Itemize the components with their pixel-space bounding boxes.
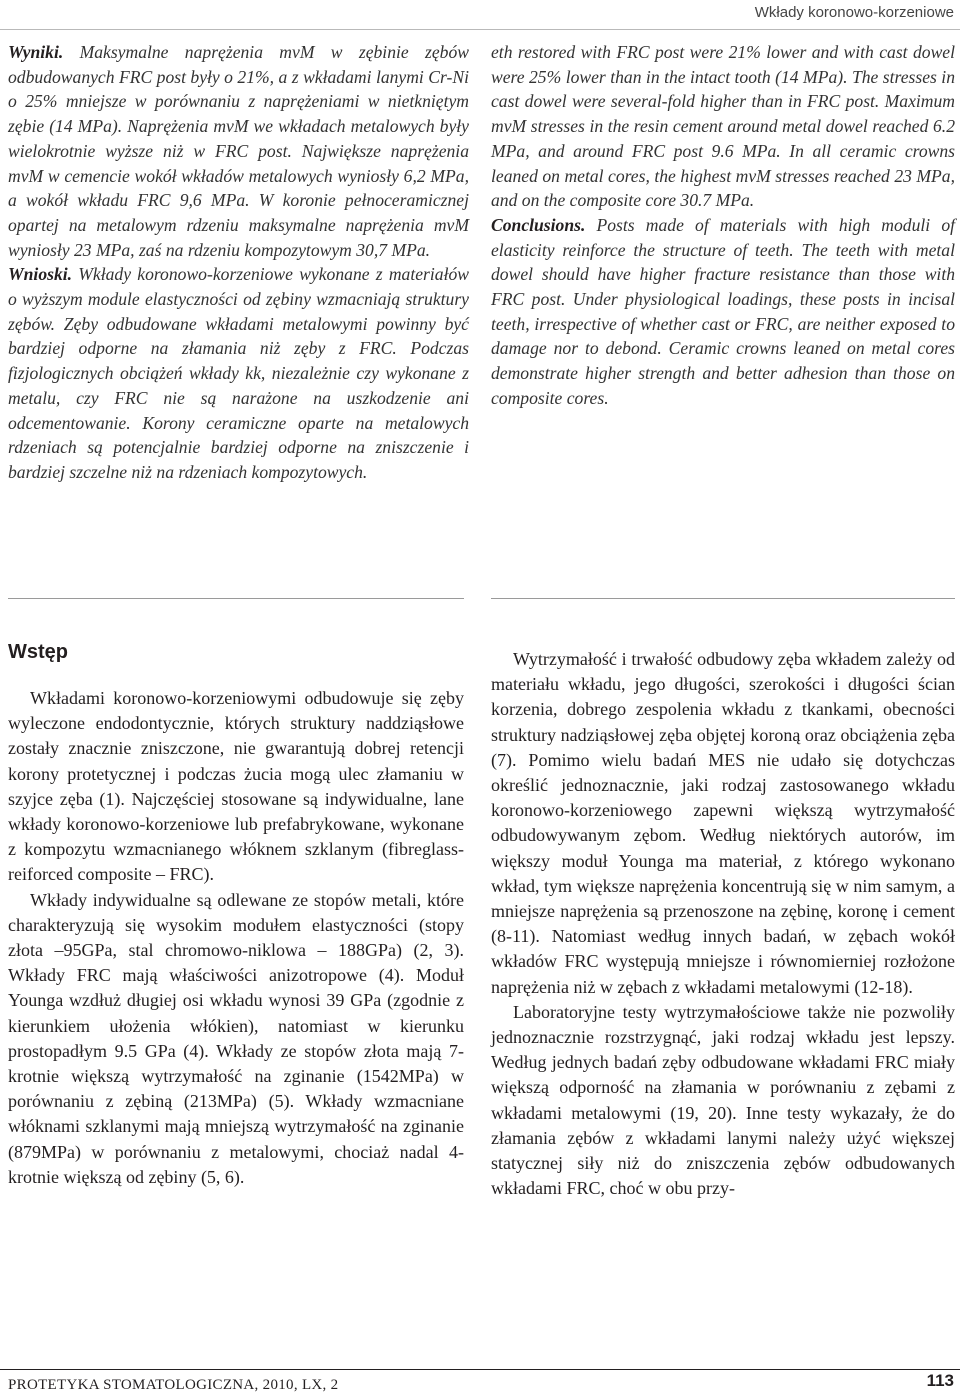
abstract-separator-left xyxy=(8,598,464,599)
abstract-text: eth restored with FRC post were 21% lower and with cast dowel were 25% lower than in the intact tooth (14 MPa). The stresses in cast dowel were several-fold higher than in FRC post. Maximum mvM stresses in the resin cement around metal dowel reached 6.2 MPa, and around FRC post 9.6 MPa. In all ceramic crowns leaned on metal cores, the highest mvM stresses reached 23 MPa, and on the composite core 30.7 MPa. xyxy=(491,42,955,211)
running-head: Wkłady koronowo-korzeniowe xyxy=(754,4,954,21)
footer-rule xyxy=(0,1369,960,1370)
abstract-polish xyxy=(8,40,469,485)
header-rule xyxy=(0,29,960,30)
page-number: 113 xyxy=(926,1371,954,1390)
abstract-text: Maksymalne naprężenia mvM w zębinie zębów odbudowanych FRC post były o 21%, a z wkładami lanymi Cr-Ni o 25% mniejsze w porównaniu z naprężeniami w nietkniętym zębie (14 MPa). Naprężenia mvM we wkładach metalowych były wielokrotnie wyższe niż w FRC post. Największe naprężenia mvM w cemencie wokół wkładów metalowych wyniosły 6,2 MPa, a wokół wkładu FRC 9,6 MPa. W koronie pełnoceramicznej opartej na metalowym rdzeniu maksymalne naprężenia mvM wyniosły 23 MPa, zaś na rdzeniu kompozytowym 30,7 MPa. xyxy=(8,42,469,260)
abstract-paragraph xyxy=(491,40,955,213)
abstract-paragraph xyxy=(8,262,469,484)
body-column-left xyxy=(8,640,464,1190)
body-paragraph: Wkłady indywidualne są odlewane ze stopów metali, które charakteryzują się wysokim modułem elastyczności (stopy złota –95GPa, stal chromowo-niklowa – 188GPa) (2, 3). Wkłady FRC mają właściwości anizotropowe (4). Moduł Younga wzdłuż długiej osi wkładu wynosi 39 GPa (zgodnie z kierunkiem ułożenia włókien), natomiast w kierunku prostopadłym 9.5 GPa (4). Wkłady ze stopów złota mają 7-krotnie większą wytrzymałość na zginanie (1542MPa) w porównaniu z zębiną (213MPa) (5). Wkłady wzmacniane włóknami szklanymi mają mniejszą wytrzymałość na zginanie (879MPa) w porównaniu z metalowymi, chociaż nadal 4-krotnie większą od zębiny (5, 6). xyxy=(8,889,464,1187)
abstract-text: Posts made of materials with high moduli of elasticity reinforce the structure of teeth. The teeth with metal dowel should have higher fracture resistance than those with FRC post. Under physiological loadings, these posts in incisal teeth, irrespective of whether cast or FRC, are neither exposed to damage nor to debond. Ceramic crowns leaned on metal cores demonstrate higher strength and better adhesion than those on composite cores. xyxy=(491,214,955,408)
abstract-label: Wnioski. xyxy=(8,264,73,285)
body-column-right xyxy=(491,647,955,1201)
abstract-paragraph xyxy=(491,213,955,411)
abstract-english xyxy=(491,40,955,411)
body-paragraph: Wytrzymałość i trwałość odbudowy zęba wkładem zależy od materiału wkładu, jego długości, szerokości i długości ścian korzenia, dobrego zespolenia wkładu z tkankami, obecności struktury nadziąsłowej zęba objętej koroną oraz obciążenia zęba (7). Pomimo wielu badań MES nie udało się dotychczas określić jednoznacznie, jaki rodzaj zastosowanego wkładu koronowo-korzeniowego zapewni większą wytrzymałość odbudowywanym zębom. Według niektórych autorów, im większy moduł Younga ma materiał, z którego wykonano wkład, tym większe naprężenia koncentrują się w nim samym, a mniejsze naprężenia są przenoszone na zębinę, koronę i cement (8-11). Natomiast według innych badań, w zębach wokół wkładów FRC występują mniejsze i równomierniej rozłożone naprężenia niż w zębach z wkładami metalowymi (12-18). xyxy=(491,649,955,997)
abstract-paragraph xyxy=(8,40,469,262)
abstract-separator-right xyxy=(491,598,955,599)
body-paragraph: Wkładami koronowo-korzeniowymi odbudowuje się zęby wyleczone endodontycznie, których struktury naddziąsłowe zostały znacznie zniszczone, nie gwarantują dobrej retencji korony protetycznej i podczas żucia mogą ulec złamaniu w szyjce zęba (1). Najczęściej stosowane są indywidualne, lane wkłady koronowo-korzeniowe lub prefabrykowane, wykonane z kompozytu wzmacnianego włóknem szklanym (fibreglass-reiforced composite – FRC). xyxy=(8,688,464,885)
abstract-label: Conclusions. xyxy=(491,214,586,235)
section-title: Wstęp xyxy=(8,641,68,663)
abstract-label: Wyniki. xyxy=(8,42,64,62)
footer-journal: PROTETYKA STOMATOLOGICZNA, 2010, LX, 2 xyxy=(8,1377,339,1393)
abstract-text: Wkłady koronowo-korzeniowe wykonane z materiałów o wyższym module elastyczności od zębiny wzmacniają struktury zębów. Zęby odbudowane wkładami metalowymi powinny być bardziej odporne na złamania niż zęby z FRC. Podczas fizjologicznych obciążeń wkłady kk, niezależnie czy wykonane z metalu, czy FRC nie są narażone na uszkodzenie ani odcementowanie. Korony ceramiczne oparte na metalowych rdzeniach są potencjalnie bardziej odporne na zniszczenie i bardziej szczelne niż na rdzeniach kompozytowych. xyxy=(8,264,469,482)
body-paragraph: Laboratoryjne testy wytrzymałościowe także nie pozwoliły jednoznacznie rozstrzygnąć, jaki rodzaj wkładu jest lepszy. Według jednych badań zęby odbudowane wkładami FRC miały większą odporność na złamania w porównaniu z zębami z wkładami metalowymi (19, 20). Inne testy wykazały, że do złamania zębów z wkładami lanymi należy użyć większej statycznej siły niż do zniszczenia zębów odbudowanych wkładami FRC, choć w obu przy- xyxy=(491,1001,955,1199)
